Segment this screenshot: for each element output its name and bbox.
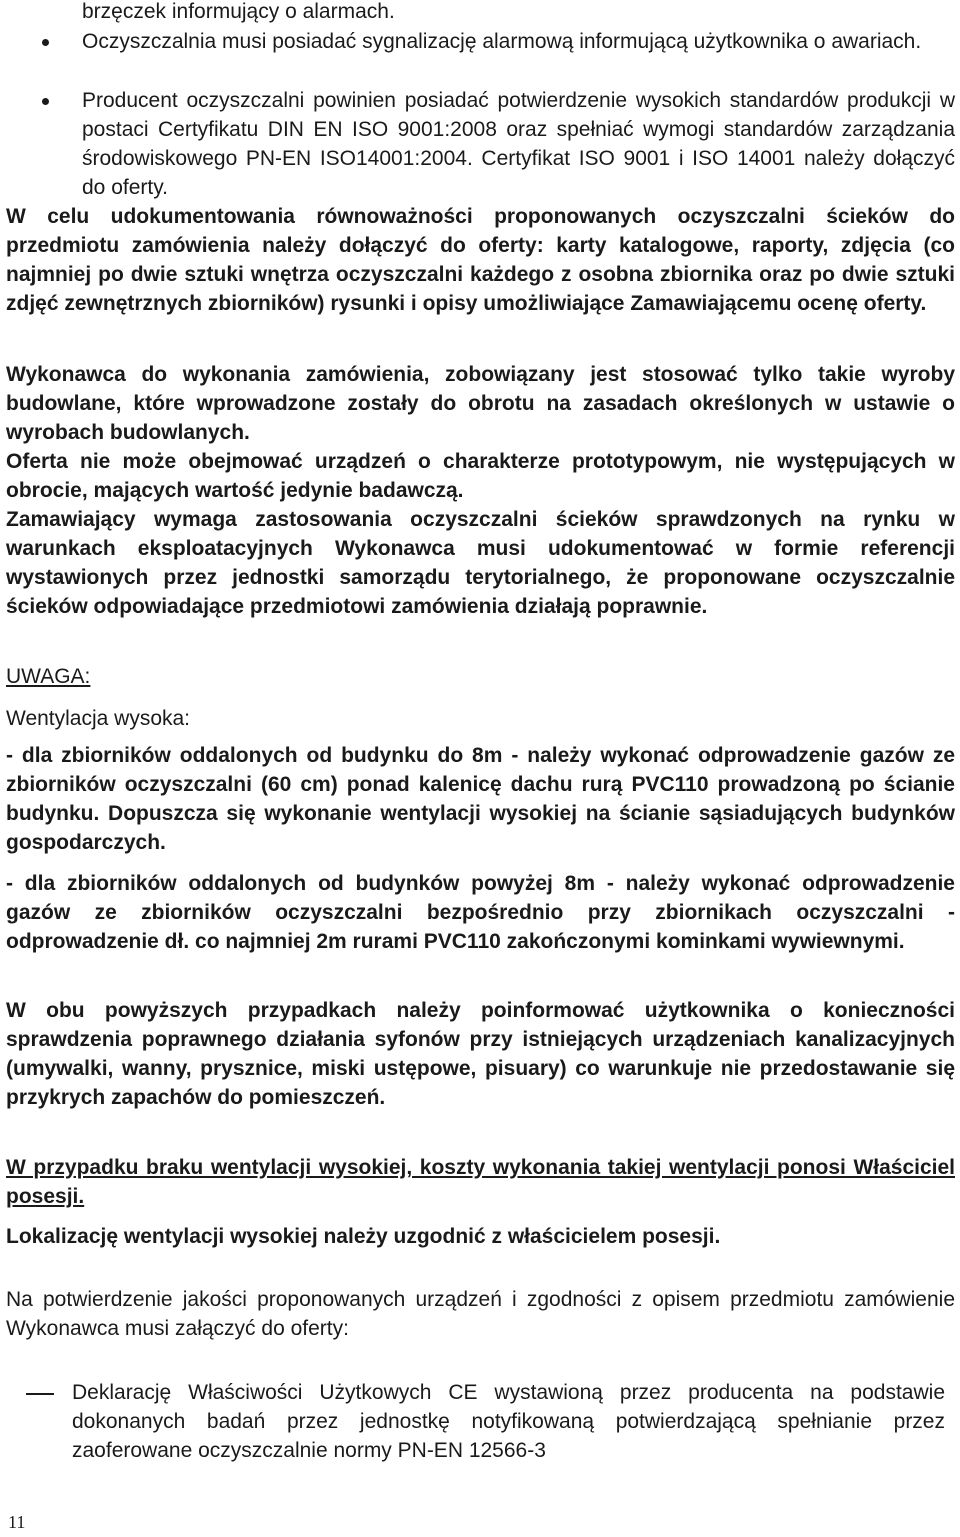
dash-bullet-icon [26,1393,54,1395]
paragraph-vent-over-8m: - dla zbiorników oddalonych od budynków powyżej 8m - należy wykonać odprowadzenie gazów ze zbiorników oczyszczalni bezpośrednio przy zbiornikach oczyszczalni - odprowadzenie dł. co najmniej 2m rurami PVC110 zakończonymi kominkami wywiewnymi. [6,872,955,953]
paragraph-offer-prototypes: Oferta nie może obejmować urządzeń o charakterze prototypowym, nie występujących w obrocie, mających wartość jedynie badawczą. [6,450,955,502]
vent-costs-text: W przypadku braku wentylacji wysokiej, koszty wykonania takiej wentylacji ponosi Właściciel posesji. [6,1156,955,1208]
paragraph-vent-location: Lokalizację wentylacji wysokiej należy uzgodnić z właścicielem posesji. [6,1225,721,1248]
uwaga-text: UWAGA: [6,665,91,688]
page-number: 11 [8,1512,26,1532]
paragraph-vent-user-info: W obu powyższych przypadkach należy poinformować użytkownika o konieczności sprawdzenia poprawnego działania syfonów przy istniejących urządzeniach kanalizacyjnych (umywalki, wanny, prysznice, miski ustępowe, pisuary) co warunkuje nie przedostawanie się przykrych zapachów do pomieszczeń. [6,999,955,1109]
bullet-item-certificates [6,86,955,202]
bullet-item-alarm-signal [6,27,955,56]
uwaga-heading [6,662,90,691]
paragraph-contractor-products: Wykonawca do wykonania zamówienia, zobowiązany jest stosować tylko takie wyroby budowlane, które wprowadzone zostały do obrotu na zasadach określonych w ustawie o wyrobach budowlanych. [6,363,955,444]
bullet-text: brzęczek informujący o alarmach. [82,0,395,23]
paragraph-documentation: W celu udokumentowania równoważności proponowanych oczyszczalni ścieków do przedmiotu zamówienia należy dołączyć do oferty: karty katalogowe, raporty, zdjęcia (co najmniej po dwie sztuki wnętrza oczyszczalni każdego z osobna zbiornika oraz po dwie sztuki zdjęć zewnętrznych zbiorników) rysunki i opisy umożliwiające Zamawiającemu ocenę oferty. [6,205,955,315]
bullet-text: Producent oczyszczalni powinien posiadać potwierdzenie wysokich standardów produkcji w postaci Certyfikatu DIN EN ISO 9001:2008 oraz spełniać wymogi standardów zarządzania środowiskowego PN-EN ISO14001:2004. Certyfikat ISO 9001 i ISO 14001 należy dołączyć do oferty. [82,89,955,199]
paragraph-quality-confirmation: Na potwierdzenie jakości proponowanych urządzeń i zgodności z opisem przedmiotu zamówienie Wykonawca musi załączyć do oferty: [6,1288,955,1340]
dash-item-text: Deklarację Właściwości Użytkowych CE wystawioną przez producenta na podstawie dokonanych badań przez jednostkę notyfikowaną potwierdzającą spełnianie przez zaoferowane oczyszczalnie normy PN-EN 12566-3 [72,1381,945,1462]
bullet-item-alarm-buzzer [6,0,955,26]
bullet-dot-icon [42,39,49,46]
dash-item-declaration [6,1378,945,1465]
paragraph-vent-under-8m: - dla zbiorników oddalonych od budynku do 8m - należy wykonać odprowadzenie gazów ze zbiorników oczyszczalni (60 cm) ponad kalenicę dachu rurą PVC110 prowadzoną po ścianie budynku. Dopuszcza się wykonanie wentylacji wysokiej na ścianie sąsiadujących budynków gospodarczych. [6,744,955,854]
bullet-text: Oczyszczalnia musi posiadać sygnalizację alarmową informującą użytkownika o awariach. [82,30,922,53]
paragraph-vent-costs [6,1153,955,1211]
paragraph-client-requirements: Zamawiający wymaga zastosowania oczyszczalni ścieków sprawdzonych na rynku w warunkach eksploatacyjnych Wykonawca musi udokumentować w formie referencji wystawionych przez jednostki samorządu terytorialnego, że proponowane oczyszczalnie ścieków odpowiadające przedmiotowi zamówienia działają poprawnie. [6,508,955,618]
bullet-dot-icon [42,98,49,105]
ventilation-heading: Wentylacja wysoka: [6,707,191,730]
